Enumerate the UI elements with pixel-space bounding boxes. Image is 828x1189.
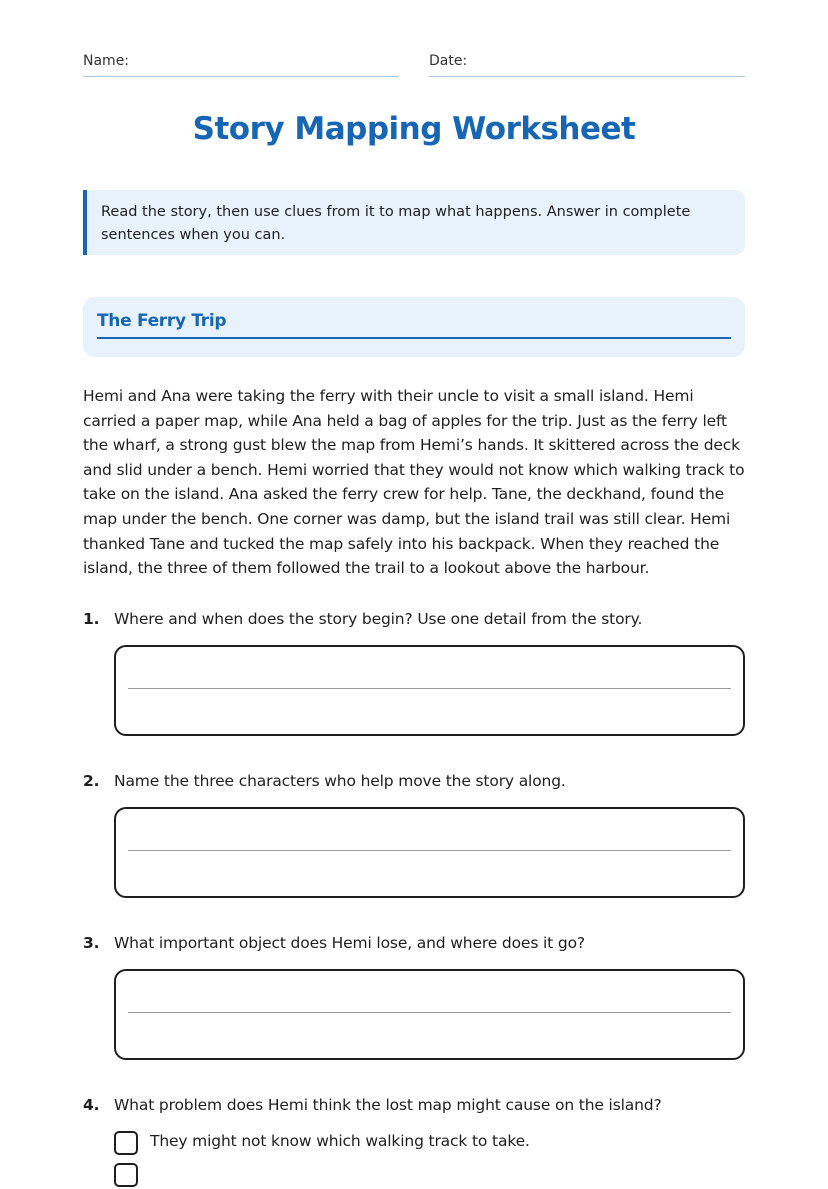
question-number: 1.: [83, 610, 100, 628]
answer-line: [128, 1012, 731, 1013]
page-title: Story Mapping Worksheet: [192, 111, 636, 147]
story-title: The Ferry Trip: [97, 311, 731, 339]
question-2: [83, 772, 745, 796]
story-title-box: [83, 297, 745, 357]
question-3: [83, 934, 745, 958]
question-number: 3.: [83, 934, 100, 952]
story-text: Hemi and Ana were taking the ferry with their uncle to visit a small island. Hemi carried a paper map, while Ana held a bag of apples for the trip. Just as the ferry left the wharf, a strong gust blew the map from Hemi’s hands. It skittered across the deck and slid under a bench. Hemi worried that they would not know which walking track to take on the island. Ana asked the ferry crew for help. Tane, the deckhand, found the map under the bench. One corner was damp, but the island trail was still clear. Hemi thanked Tane and tucked the map safely into his backpack. When they reached the island, the three of them followed the trail to a lookout above the harbour.: [83, 387, 745, 578]
name-field[interactable]: [83, 52, 399, 77]
option-label: They might not know which walking track to take.: [150, 1132, 530, 1150]
answer-box[interactable]: [114, 969, 745, 1060]
question-text: What problem does Hemi think the lost map might cause on the island?: [114, 1096, 662, 1114]
answer-box[interactable]: [114, 807, 745, 898]
instructions-text: Read the story, then use clues from it to map what happens. Answer in complete sentences when you can.: [101, 204, 691, 243]
question-1: [83, 610, 745, 634]
question-number: 4.: [83, 1096, 100, 1114]
date-field[interactable]: [429, 52, 745, 77]
instructions-box: [83, 190, 745, 255]
question-number: 2.: [83, 772, 100, 790]
answer-line: [128, 850, 731, 851]
question-text: Where and when does the story begin? Use one detail from the story.: [114, 610, 643, 628]
checkbox[interactable]: [114, 1131, 138, 1155]
date-label: Date:: [429, 53, 468, 69]
answer-line: [128, 688, 731, 689]
question-text: What important object does Hemi lose, and where does it go?: [114, 934, 585, 952]
name-date-row: [83, 52, 745, 78]
question-text: Name the three characters who help move the story along.: [114, 772, 566, 790]
question-4: [83, 1096, 745, 1150]
name-label: Name:: [83, 53, 130, 69]
checkbox[interactable]: [114, 1163, 138, 1187]
answer-box[interactable]: [114, 645, 745, 736]
